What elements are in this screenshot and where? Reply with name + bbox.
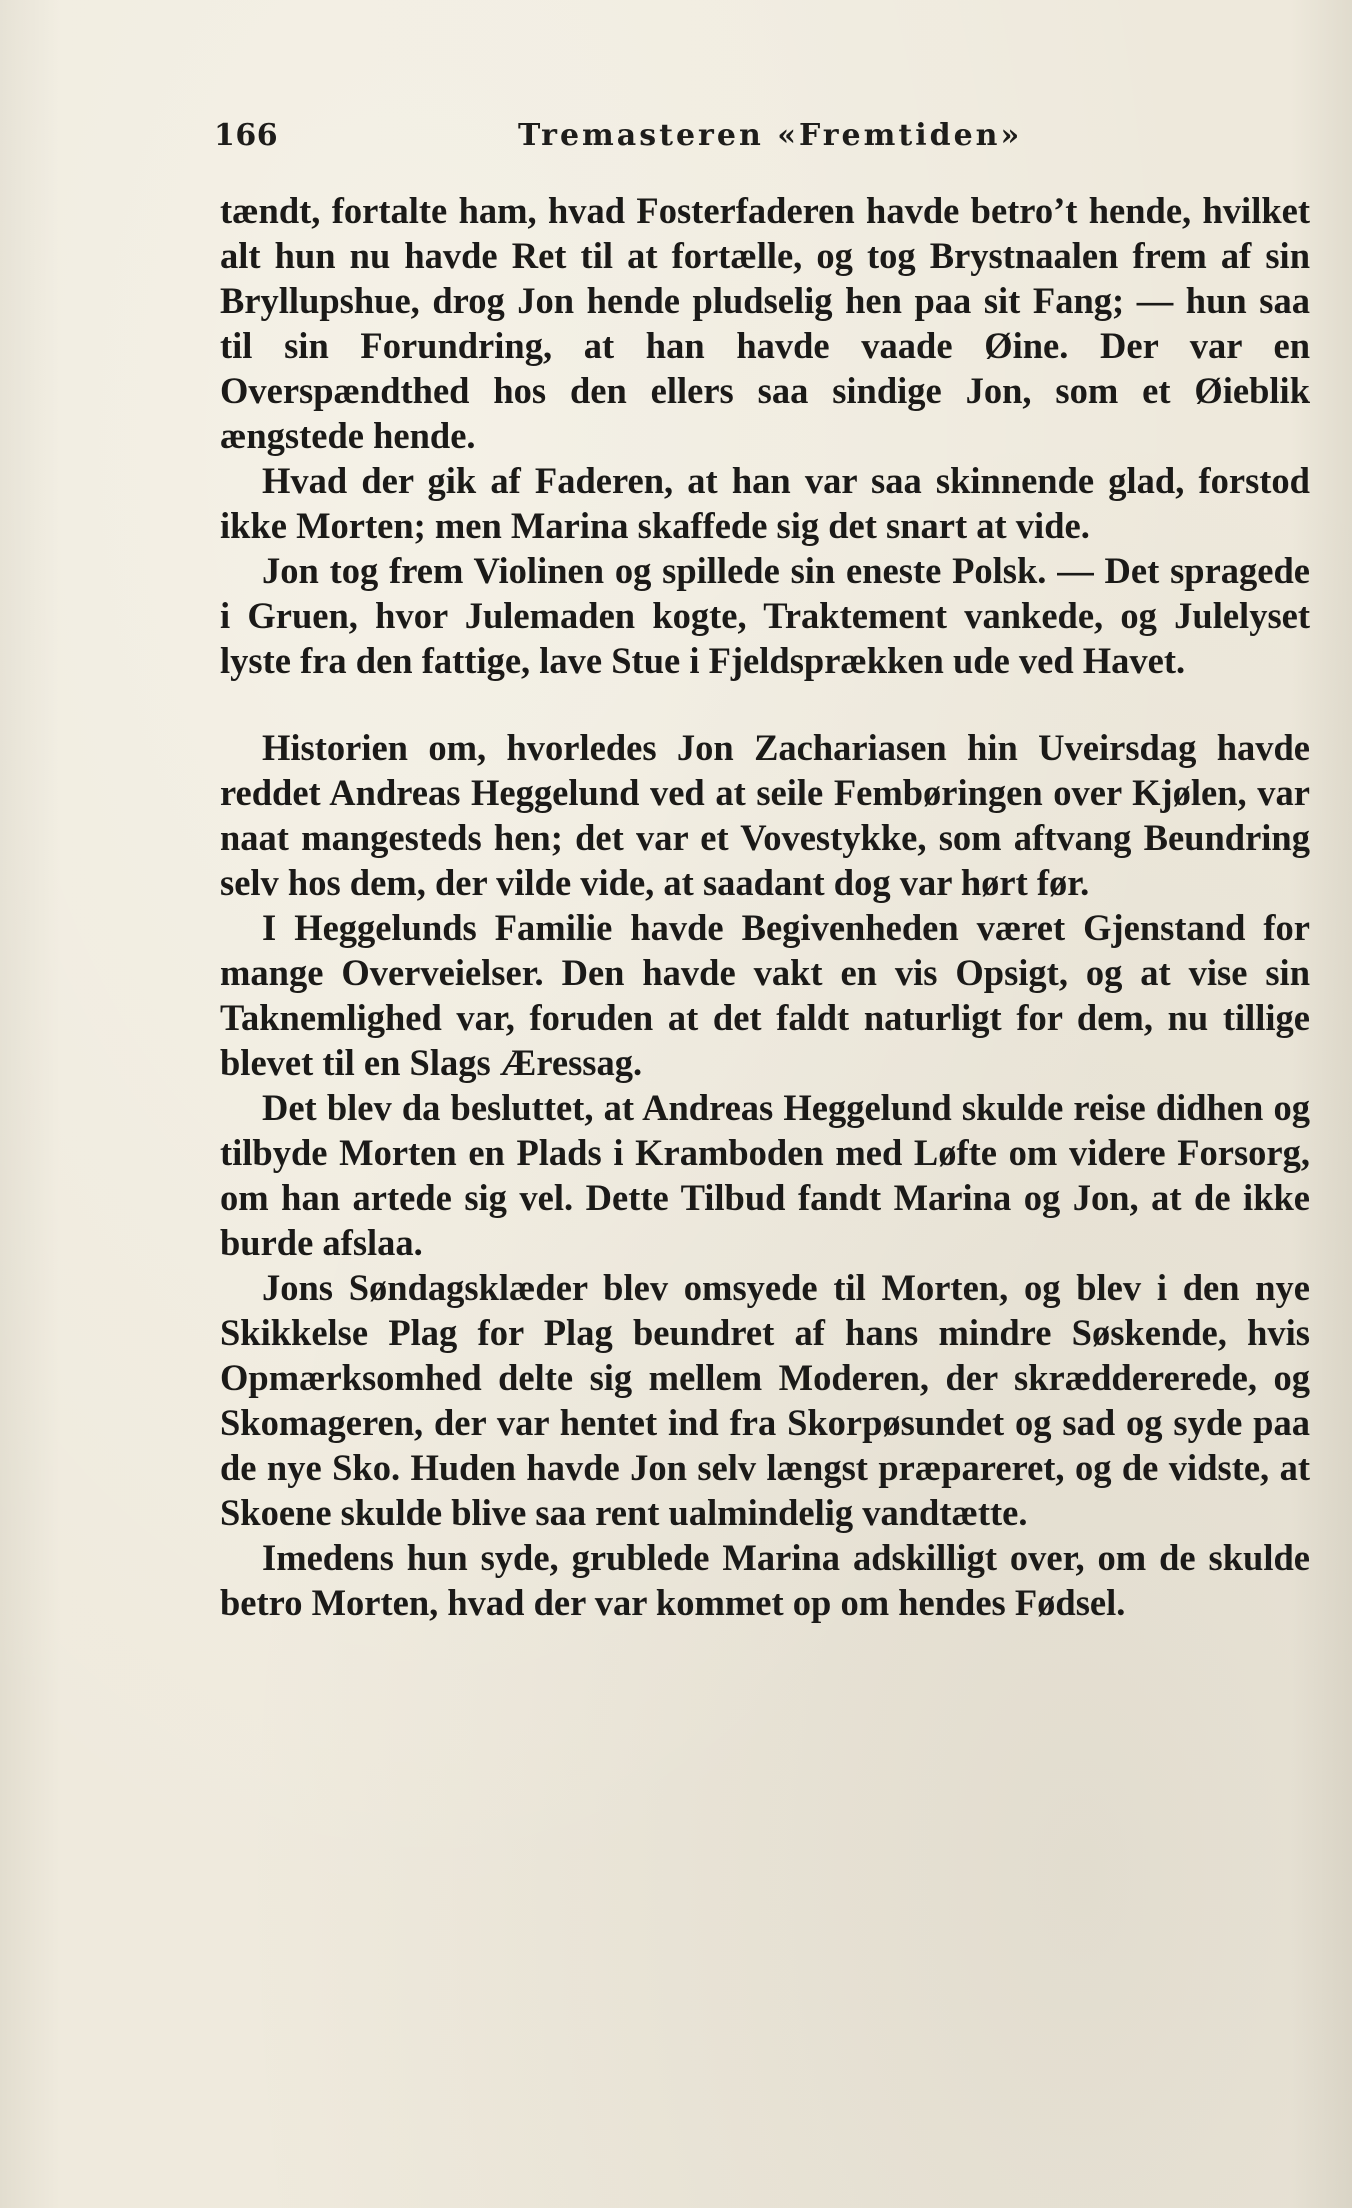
paragraph: Historien om, hvorledes Jon Zachariasen hin Uveirsdag havde reddet Andreas Heggelund ved at seile Fembøringen over Kjølen, var naat mangesteds hen; det var et Vovestykke, som aftvang Beundring selv hos dem, der vilde vide, at saadant dog var hørt før.: [220, 727, 1310, 903]
running-title: Tremasteren «Fremtiden»: [518, 118, 1023, 153]
paragraph: Imedens hun syde, grublede Marina adskilligt over, om de skulde betro Morten, hvad der var kommet op om hendes Fødsel.: [220, 1537, 1310, 1623]
paragraph: Jon tog frem Violinen og spillede sin eneste Polsk. — Det spragede i Gruen, hvor Julemaden kogte, Traktement vankede, og Julelyset lyste fra den fattige, lave Stue i Fjeldsprækken ude ved Havet.: [220, 550, 1310, 681]
page-header: [0, 118, 1352, 168]
paragraph: Hvad der gik af Faderen, at han var saa skinnende glad, forstod ikke Morten; men Marina skaffede sig det snart at vide.: [220, 460, 1310, 546]
body-text: [220, 188, 1310, 1625]
paragraph: Det blev da besluttet, at Andreas Heggelund skulde reise didhen og tilbyde Morten en Plads i Kramboden med Løfte om videre Forsorg, om han artede sig vel. Dette Tilbud fandt Marina og Jon, at de ikke burde afslaa.: [220, 1087, 1310, 1263]
paragraph: tændt, fortalte ham, hvad Fosterfaderen havde betro’t hende, hvilket alt hun nu havde Ret til at fortælle, og tog Brystnaalen frem af sin Bryllupshue, drog Jon hende pludselig hen paa sit Fang; — hun saa til sin Forundring, at han havde vaade Øine. Der var en Overspændthed hos den ellers saa sindige Jon, som et Øieblik ængstede hende.: [220, 190, 1310, 456]
paragraph: I Heggelunds Familie havde Begivenheden været Gjenstand for mange Overveielser. Den havde vakt en vis Opsigt, og at vise sin Taknemlighed var, foruden at det faldt naturligt for dem, nu tillige blevet til en Slags Æressag.: [220, 907, 1310, 1083]
page-number: 166: [214, 118, 279, 153]
paragraph: Jons Søndagsklæder blev omsyede til Morten, og blev i den nye Skikkelse Plag for Plag beundret af hans mindre Søskende, hvis Opmærksomhed delte sig mellem Moderen, der skræddererede, og Skomageren, der var hentet ind fra Skorpøsundet og sad og syde paa de nye Sko. Huden havde Jon selv længst præpareret, og de vidste, at Skoene skulde blive saa rent ualmindelig vandtætte.: [220, 1267, 1310, 1533]
